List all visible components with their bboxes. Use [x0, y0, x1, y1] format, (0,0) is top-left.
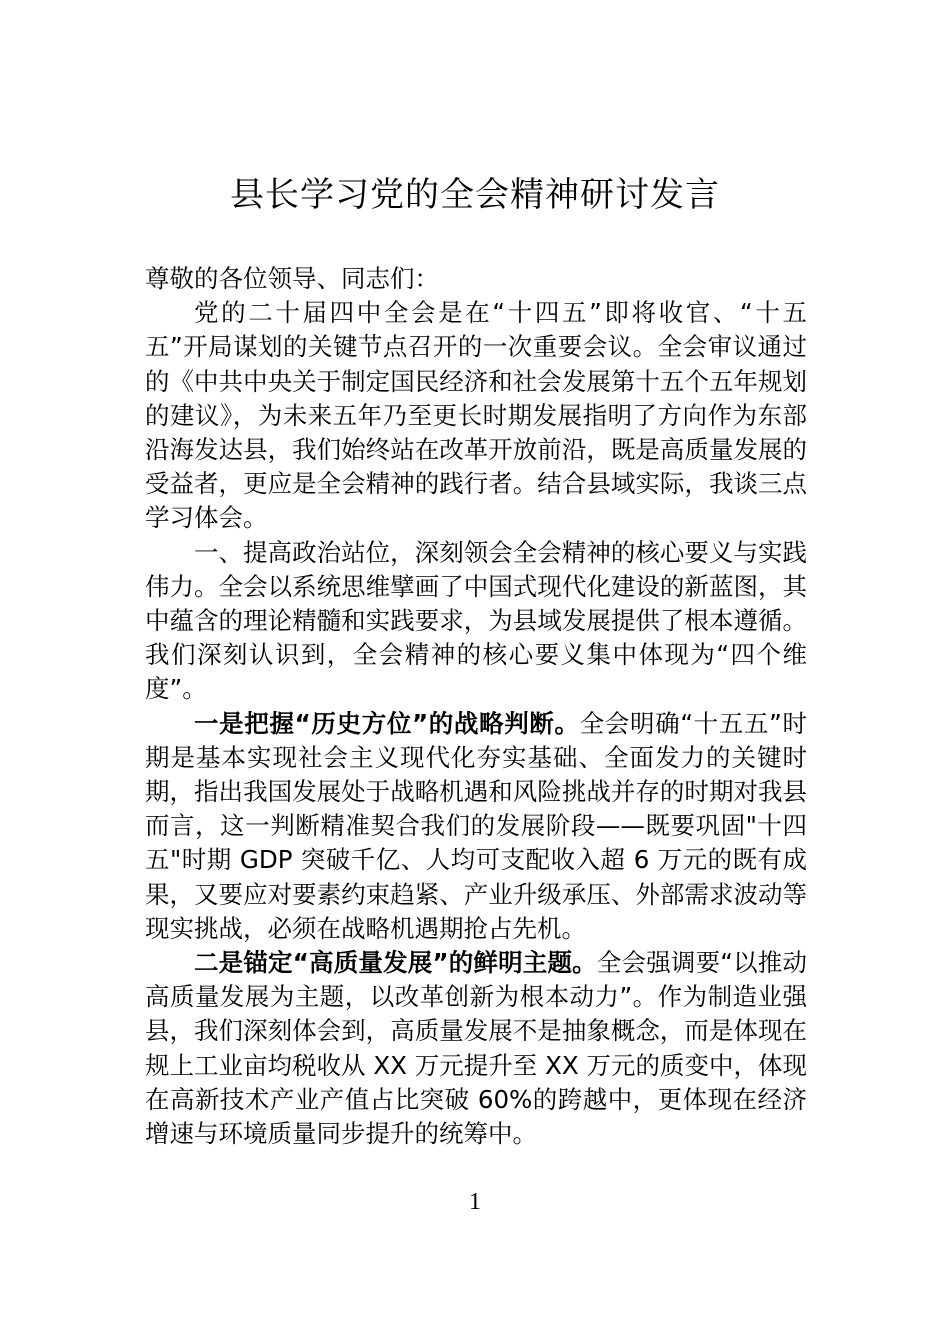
- paragraph-point-one: [145, 707, 807, 946]
- paragraph-point-one-lead: 一是把握“历史方位”的战略判断。: [194, 708, 580, 738]
- page-number: 1: [469, 1189, 481, 1215]
- paragraph-section-one-text: 一、提高政治站位，深刻领会全会精神的核心要义与实践伟力。全会以系统思维擘画了中国式现代化建设的新蓝图，其中蕴含的理论精髓和实践要求，为县域发展提供了根本遵循。我们深刻认识到，全会精神的核心要义集中体现为“四个维度”。: [145, 537, 807, 704]
- paragraph-section-one: [145, 536, 807, 707]
- salutation: 尊敬的各位领导、同志们：: [145, 264, 439, 293]
- paragraph-point-two: [145, 946, 807, 1151]
- paragraph-intro: [145, 296, 807, 535]
- paragraph-intro-text: 党的二十届四中全会是在“十四五”即将收官、“十五五”开局谋划的关键节点召开的一次重要会议。全会审议通过的《中共中央关于制定国民经济和社会发展第十五个五年规划的建议》，为未来五年乃至更长时期发展指明了方向作为东部沿海发达县，我们始终站在改革开放前沿，既是高质量发展的受益者，更应是全会精神的践行者。结合县域实际，我谈三点学习体会。: [145, 298, 807, 533]
- paragraph-point-two-lead: 二是锚定“高质量发展”的鲜明主题。: [194, 948, 597, 978]
- document-body: [145, 262, 807, 1151]
- paragraph-point-one-text: 全会明确“十五五”时期是基本实现社会主义现代化夯实基础、全面发力的关键时期，指出我国发展处于战略机遇和风险挑战并存的时期对我县而言，这一判断精准契合我们的发展阶段——既要巩固"十四五"时期 GDP 突破千亿、人均可支配收入超 6 万元的既有成果，又要应对要素约束趋紧、产业升级承压、外部需求波动等现实挑战，必须在战略机遇期抢占先机。: [145, 708, 807, 943]
- document-title: 县长学习党的全会精神研讨发言: [230, 175, 720, 215]
- paragraph-point-two-text: 全会强调要“以推动高质量发展为主题，以改革创新为根本动力”。作为制造业强县，我们深刻体会到，高质量发展不是抽象概念，而是体现在规上工业亩均税收从 XX 万元提升至 XX 万元的质变中，体现在高新技术产业产值占比突破 60%的跨越中，更体现在经济增速与环境质量同步提升的统筹中。: [145, 948, 807, 1149]
